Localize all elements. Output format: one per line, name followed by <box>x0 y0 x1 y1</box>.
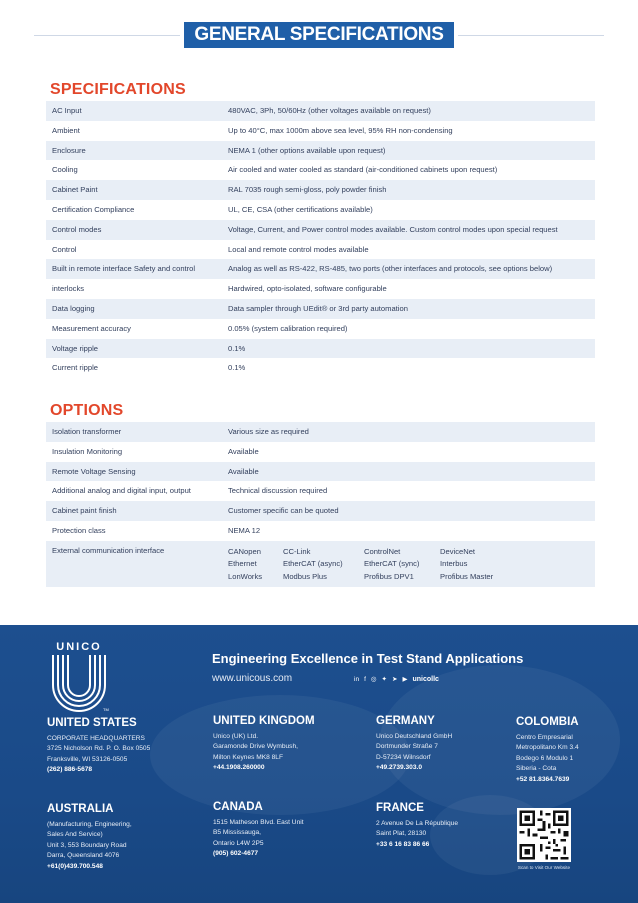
office-name: UNITED KINGDOM <box>213 715 315 727</box>
spec-key: Measurement accuracy <box>52 323 131 333</box>
office-line: Franksville, WI 53126-0505 <box>47 755 128 763</box>
office-phone: +61(0)439.700.548 <box>47 862 103 870</box>
table-row <box>46 481 595 501</box>
table-row <box>46 180 595 200</box>
office-name: UNITED STATES <box>47 717 137 729</box>
qr-code-icon[interactable] <box>517 808 571 862</box>
twitter-icon[interactable]: ✦ <box>381 676 387 683</box>
spec-key: Control modes <box>52 224 102 234</box>
option-key: Cabinet paint finish <box>52 506 117 516</box>
spec-value: RAL 7035 rough semi-gloss, poly powder finish <box>228 185 387 195</box>
office-australia <box>47 803 177 872</box>
protocol-item: ControlNet <box>364 546 401 556</box>
option-value: Available <box>228 446 259 456</box>
table-row <box>46 141 595 161</box>
table-row <box>46 339 595 359</box>
instagram-icon[interactable]: ◎ <box>370 676 377 683</box>
option-key: Isolation transformer <box>52 427 122 436</box>
spec-key: interlocks <box>52 284 85 294</box>
office-phone: (262) 886-5678 <box>47 766 93 774</box>
spec-value: Air cooled and water cooled as standard (air-conditioned cabinets upon request) <box>228 165 498 175</box>
table-row <box>46 358 595 378</box>
office-line: 3725 Nicholson Rd. P. O. Box 0505 <box>47 745 151 753</box>
table-row <box>46 240 595 260</box>
spec-key: Cooling <box>52 165 78 175</box>
office-phone: +33 6 16 83 86 66 <box>376 840 430 848</box>
options-table <box>46 422 595 587</box>
option-value: NEMA 12 <box>228 525 261 535</box>
office-name: AUSTRALIA <box>47 803 114 815</box>
protocol-item: EtherCAT (async) <box>283 559 343 569</box>
table-row <box>46 160 595 180</box>
telegram-icon[interactable]: ➤ <box>392 676 398 683</box>
office-line: Milton Keynes MK8 8LF <box>213 753 283 761</box>
table-row <box>46 319 595 339</box>
option-key: Insulation Monitoring <box>52 446 123 456</box>
office-line: CORPORATE HEADQUARTERS <box>47 735 145 742</box>
social-links <box>354 675 439 683</box>
social-handle: unicollc <box>412 675 439 683</box>
protocol-item: Ethernet <box>228 559 257 569</box>
option-key: Protection class <box>52 525 106 535</box>
website-link[interactable]: www.unicous.com <box>212 673 293 684</box>
office-phone: +44.1908.260000 <box>213 764 265 772</box>
u-logo-icon <box>47 653 111 713</box>
office-line: B5 Mississauga, <box>213 829 262 837</box>
protocol-column <box>440 546 530 584</box>
office-name: FRANCE <box>376 802 424 814</box>
office-line: Saint Plat, 28130 <box>376 830 427 838</box>
option-key: Additional analog and digital input, output <box>52 486 191 496</box>
table-row <box>46 121 595 141</box>
spec-key: Ambient <box>52 125 80 135</box>
spec-value: Analog as well as RS-422, RS-485, two ports (other interfaces and protocols, see options below) <box>228 264 553 274</box>
spec-key: Enclosure <box>52 145 86 155</box>
spec-value: UL, CE, CSA (other certifications available) <box>228 204 373 214</box>
spec-key: Certification Compliance <box>52 204 135 214</box>
table-row <box>46 299 595 319</box>
protocol-item: Interbus <box>440 559 468 569</box>
office-line: D-57234 Wilnsdorf <box>376 753 431 761</box>
table-row <box>46 279 595 299</box>
office-france <box>376 802 506 850</box>
spec-key: Control <box>52 244 77 254</box>
table-row <box>46 259 595 279</box>
spec-value: Data sampler through UEdit® or 3rd party automation <box>228 303 408 313</box>
table-row <box>46 101 595 121</box>
office-colombia <box>516 716 638 785</box>
qr-caption: Scan to Visit Our Website <box>517 865 571 870</box>
office-line: Sales And Service) <box>47 831 103 839</box>
spec-value: Voltage, Current, and Power control modes available. Custom control modes upon special request <box>228 224 558 234</box>
office-united-kingdom <box>213 715 343 774</box>
facebook-icon[interactable]: f <box>364 675 366 683</box>
page-title: GENERAL SPECIFICATIONS <box>184 22 454 48</box>
protocol-item: Modbus Plus <box>283 571 327 581</box>
spec-value: Up to 40°C, max 1000m above sea level, 95% RH non-condensing <box>228 125 453 135</box>
logo-wordmark: UNICO <box>56 641 102 653</box>
office-line: (Manufacturing, Engineering, <box>47 821 132 828</box>
option-key: Remote Voltage Sensing <box>52 466 136 476</box>
office-canada <box>213 801 343 860</box>
spec-value: 0.1% <box>228 363 246 373</box>
table-row <box>46 501 595 521</box>
office-line: 2 Avenue De La République <box>376 820 458 827</box>
office-line: Unit 3, 553 Boundary Road <box>47 841 127 849</box>
spec-value: NEMA 1 (other options available upon request) <box>228 145 386 155</box>
table-row <box>46 442 595 462</box>
spec-key: AC Input <box>52 106 82 115</box>
spec-value: 480VAC, 3Ph, 50/60Hz (other voltages available on request) <box>228 106 431 115</box>
table-row-communication <box>46 541 595 587</box>
protocol-item: CANopen <box>228 546 261 556</box>
table-row <box>46 422 595 442</box>
protocol-item: DeviceNet <box>440 546 476 556</box>
protocol-column <box>283 546 373 584</box>
option-value: Customer specific can be quoted <box>228 506 339 516</box>
office-germany <box>376 715 506 774</box>
spec-key: Data logging <box>52 303 95 313</box>
table-row <box>46 462 595 482</box>
linkedin-icon[interactable]: in <box>354 675 360 683</box>
protocol-item: LonWorks <box>228 571 263 581</box>
spec-key: Voltage ripple <box>52 343 99 353</box>
office-line: Darra, Queensland 4076 <box>47 852 120 860</box>
spec-key: Built in remote interface Safety and control <box>52 264 196 274</box>
protocol-item: Profibus Master <box>440 571 494 581</box>
spec-key: Cabinet Paint <box>52 185 98 195</box>
option-value: Various size as required <box>228 427 309 436</box>
specifications-heading: SPECIFICATIONS <box>50 81 186 98</box>
protocol-item: CC-Link <box>283 546 311 556</box>
table-row <box>46 220 595 240</box>
office-line: Bodego 6 Modulo 1 <box>516 754 574 762</box>
office-phone: +49.2739.303.0 <box>376 764 423 772</box>
unico-logo <box>47 641 111 713</box>
table-row <box>46 200 595 220</box>
spec-value: 0.05% (system calibration required) <box>228 323 348 333</box>
office-united-states <box>47 717 177 776</box>
youtube-icon[interactable]: ▶ <box>402 676 408 683</box>
spec-value: Local and remote control modes available <box>228 244 369 254</box>
office-line: Metropolitano Km 3.4 <box>516 744 579 752</box>
footer <box>0 625 638 903</box>
protocol-item: Profibus DPV1 <box>364 571 414 581</box>
spec-value: 0.1% <box>228 343 246 353</box>
office-phone: (905) 602-4677 <box>213 850 259 858</box>
office-phone: +52 81.8364.7639 <box>516 775 570 783</box>
office-name: CANADA <box>213 801 263 813</box>
protocol-item: EtherCAT (sync) <box>364 559 420 569</box>
option-key: External communication interface <box>52 545 165 555</box>
options-heading: OPTIONS <box>50 402 124 419</box>
office-line: Centro Empresarial <box>516 734 573 741</box>
footer-tagline: Engineering Excellence in Test Stand Applications <box>212 651 524 666</box>
spec-value: Hardwired, opto-isolated, software configurable <box>228 284 387 294</box>
office-name: COLOMBIA <box>516 716 579 728</box>
trademark-mark: TM <box>103 707 109 712</box>
office-line: Dortmunder Straße 7 <box>376 743 438 751</box>
office-line: Garamonde Drive Wymbush, <box>213 743 298 751</box>
office-line: 1515 Matheson Blvd. East Unit <box>213 819 304 826</box>
option-value: Available <box>228 466 259 476</box>
office-name: GERMANY <box>376 715 435 727</box>
office-line: Ontario L4W 2P5 <box>213 839 264 847</box>
table-row <box>46 521 595 541</box>
specifications-table <box>46 101 595 378</box>
office-line: Unico Deutschland GmbH <box>376 733 453 740</box>
office-line: Unico (UK) Ltd. <box>213 733 259 740</box>
office-line: Siberia - Cota <box>516 765 557 773</box>
option-value: Technical discussion required <box>228 486 328 496</box>
spec-key: Current ripple <box>52 363 99 373</box>
